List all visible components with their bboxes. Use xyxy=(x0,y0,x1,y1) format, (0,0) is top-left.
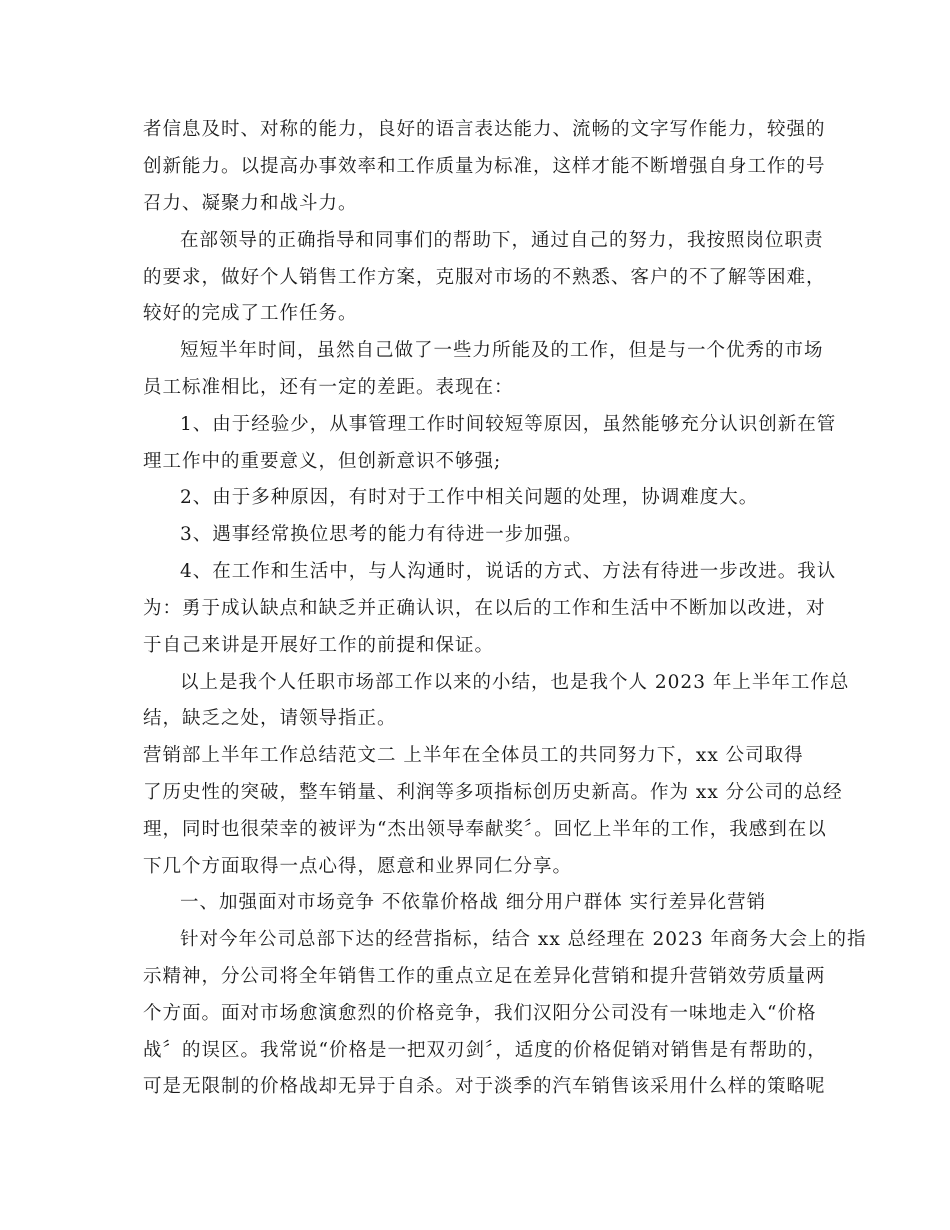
text-line: 了历史性的突破，整车销量、利润等多项指标创历史新高。作为 xx 分公司的总经 xyxy=(143,782,843,803)
text-line: 结，缺乏之处，请领导指正。 xyxy=(143,708,397,729)
text-line: 理工作中的重要意义，但创新意识不够强; xyxy=(143,451,502,472)
text-line: 员工标准相比，还有一定的差距。表现在： xyxy=(143,377,514,398)
text-line: 较好的完成了工作任务。 xyxy=(143,303,358,324)
text-line: 可是无限制的价格战却无异于自杀。对于淡季的汽车销售该采用什么样的策略呢 xyxy=(143,1076,826,1097)
text-line: 创新能力。以提高办事效率和工作质量为标准，这样才能不断增强自身工作的号 xyxy=(143,156,826,177)
list-item-2: 2、由于多种原因，有时对于工作中相关问题的处理，协调难度大。 xyxy=(180,487,759,508)
paragraph-start: 短短半年时间，虽然自己做了一些力所能及的工作，但是与一个优秀的市场 xyxy=(180,340,824,361)
paragraph-start: 以上是我个人任职市场部工作以来的小结，也是我个人 2023 年上半年工作总 xyxy=(180,672,850,693)
text-line: 理，同时也很荣幸的被评为“杰出领导奉献奖〞。回忆上半年的工作，我感到在以 xyxy=(143,819,827,840)
text-line: 示精神，分公司将全年销售工作的重点立足在差异化营销和提升营销效劳质量两 xyxy=(143,966,826,987)
text-line: 召力、凝聚力和战斗力。 xyxy=(143,193,358,214)
text-line: 者信息及时、对称的能力，良好的语言表达能力、流畅的文字写作能力，较强的 xyxy=(143,119,826,140)
text-line: 于自己来讲是开展好工作的前提和保证。 xyxy=(143,635,495,656)
text-line: 下几个方面取得一点心得，愿意和业界同仁分享。 xyxy=(143,856,573,877)
list-item-1: 1、由于经验少，从事管理工作时间较短等原因，虽然能够充分认识创新在管 xyxy=(180,414,837,435)
text-line: 为：勇于成认缺点和缺乏并正确认识，在以后的工作和生活中不断加以改进，对 xyxy=(143,598,826,619)
paragraph-start: 在部领导的正确指导和同事们的帮助下，通过自己的努力，我按照岗位职责 xyxy=(180,230,824,251)
text-line: 个方面。面对市场愈演愈烈的价格竞争，我们汉阳分公司没有一味地走入“价格 xyxy=(143,1003,817,1024)
list-item-3: 3、遇事经常换位思考的能力有待进一步加强。 xyxy=(180,524,583,545)
text-line: 战〞的误区。我常说“价格是一把双刃剑〞，适度的价格促销对销售是有帮助的， xyxy=(143,1040,827,1061)
text-line: 的要求，做好个人销售工作方案，克服对市场的不熟悉、客户的不了解等困难， xyxy=(143,267,826,288)
list-item-4: 4、在工作和生活中，与人沟通时，说话的方式、方法有待进一步改进。我认 xyxy=(180,561,837,582)
paragraph-start: 针对今年公司总部下达的经营指标，结合 xx 总经理在 2023 年商务大会上的指 xyxy=(180,929,867,950)
subheading: 一、加强面对市场竞争 不依靠价格战 细分用户群体 实行差异化营销 xyxy=(180,892,767,913)
section-title-line: 营销部上半年工作总结范文二 上半年在全体员工的共同努力下，xx 公司取得 xyxy=(143,745,804,766)
